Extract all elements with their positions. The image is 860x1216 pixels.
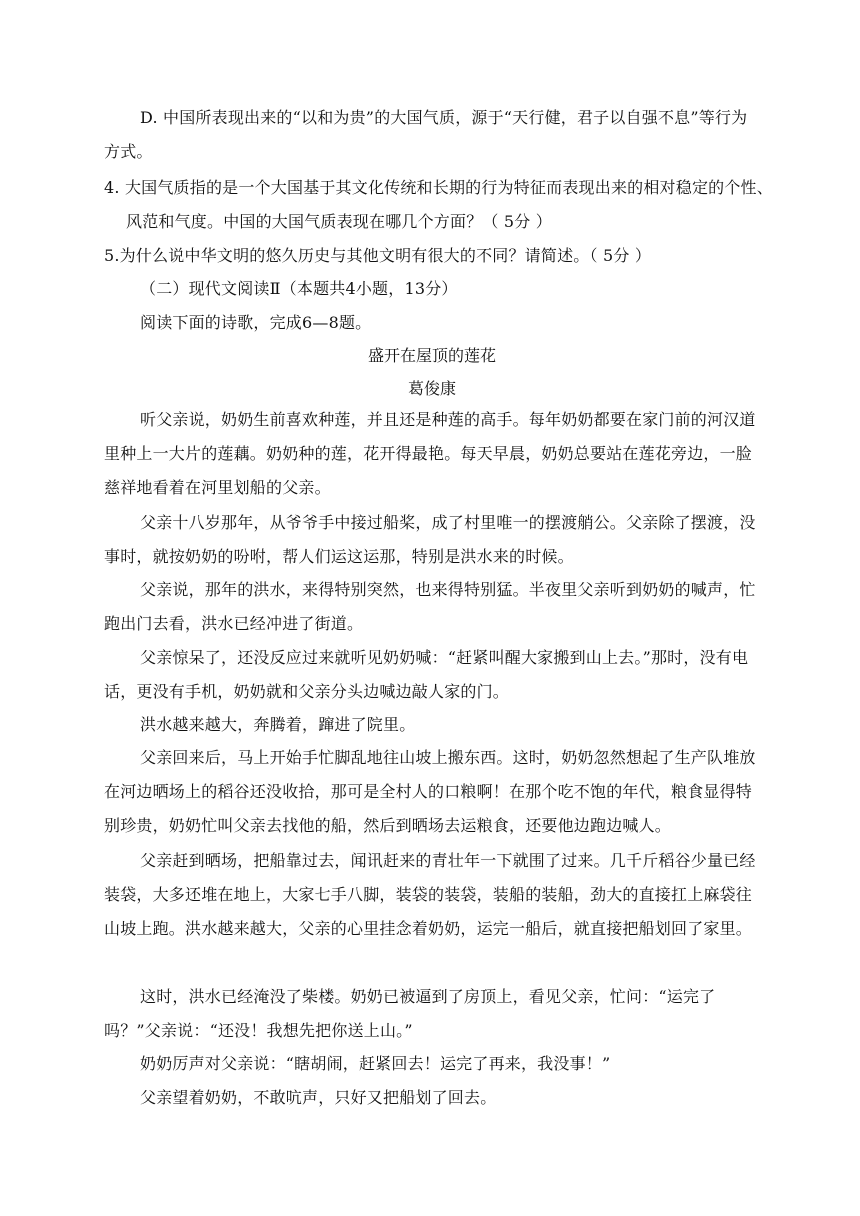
- article-paragraph: 父亲望着奶奶，不敢吭声，只好又把船划了回去。: [140, 1088, 497, 1107]
- article-paragraph: 洪水越来越大，奔腾着，蹿进了院里。: [140, 715, 416, 734]
- article-paragraph: 这时，洪水已经淹没了柴楼。奶奶已被逼到了房顶上，看见父亲，忙问：“运完了吗？”父亲说：“还没！我想先把你送上山。”: [104, 987, 716, 1040]
- reading-instruction: 阅读下面的诗歌，完成6—8题。: [140, 313, 372, 332]
- question-4: 4. 大国气质指的是一个大国基于其文化传统和长期的行为特征而表现出来的相对稳定的个性、风范和气度。中国的大国气质表现在哪几个方面？（ 5分 ）: [104, 178, 773, 231]
- article-paragraph: 父亲十八岁那年，从爷爷手中接过船桨，成了村里唯一的摆渡艄公。父亲除了摆渡，没事时，就按奶奶的吩咐，帮人们运这运那，特别是洪水来的时候。: [104, 513, 756, 566]
- article-paragraph: 父亲回来后，马上开始手忙脚乱地往山坡上搬东西。这时，奶奶忽然想起了生产队堆放在河边晒场上的稻谷还没收拾，那可是全村人的口粮啊！在那个吃不饱的年代，粮食显得特别珍贵，奶奶忙叫父亲去找他的船，然后到晒场去运粮食，还要他边跑边喊人。: [104, 748, 756, 835]
- article-paragraph: 父亲惊呆了，还没反应过来就听见奶奶喊：“赶紧叫醒大家搬到山上去。”那时，没有电话，更没有手机，奶奶就和父亲分头边喊边敲人家的门。: [104, 648, 749, 701]
- article-author: 葛俊康: [407, 379, 456, 398]
- option-d: D. 中国所表现出来的“以和为贵”的大国气质，源于“天行健，君子以自强不息”等行为方式。: [104, 108, 748, 161]
- article-paragraph: 听父亲说，奶奶生前喜欢种莲，并且还是种莲的高手。每年奶奶都要在家门前的河汉道里种上一大片的莲藕。奶奶种的莲，花开得最艳。每天早晨，奶奶总要站在莲花旁边，一脸慈祥地看着在河里划船的父亲。: [104, 410, 756, 497]
- article-paragraph: 父亲赶到晒场，把船靠过去，闻讯赶来的青壮年一下就围了过来。几千斤稻谷少量已经装袋，大多还堆在地上，大家七手八脚，装袋的装袋，装船的装船，劲大的直接扛上麻袋往山坡上跑。洪水越来越大，父亲的心里挂念着奶奶，运完一船后，就直接把船划回了家里。: [104, 851, 756, 938]
- section-heading: （二）现代文阅读Ⅱ（本题共4小题，13分）: [140, 279, 458, 298]
- article-paragraph: 奶奶厉声对父亲说：“瞎胡闹，赶紧回去！运完了再来，我没事！”: [140, 1054, 611, 1073]
- article-title: 盛开在屋顶的莲花: [367, 346, 496, 365]
- question-5: 5.为什么说中华文明的悠久历史与其他文明有很大的不同？请简述。（ 5分 ）: [104, 246, 652, 265]
- article-paragraph: 父亲说，那年的洪水，来得特别突然，也来得特别猛。半夜里父亲听到奶奶的喊声，忙跑出门去看，洪水已经冲进了街道。: [104, 580, 756, 633]
